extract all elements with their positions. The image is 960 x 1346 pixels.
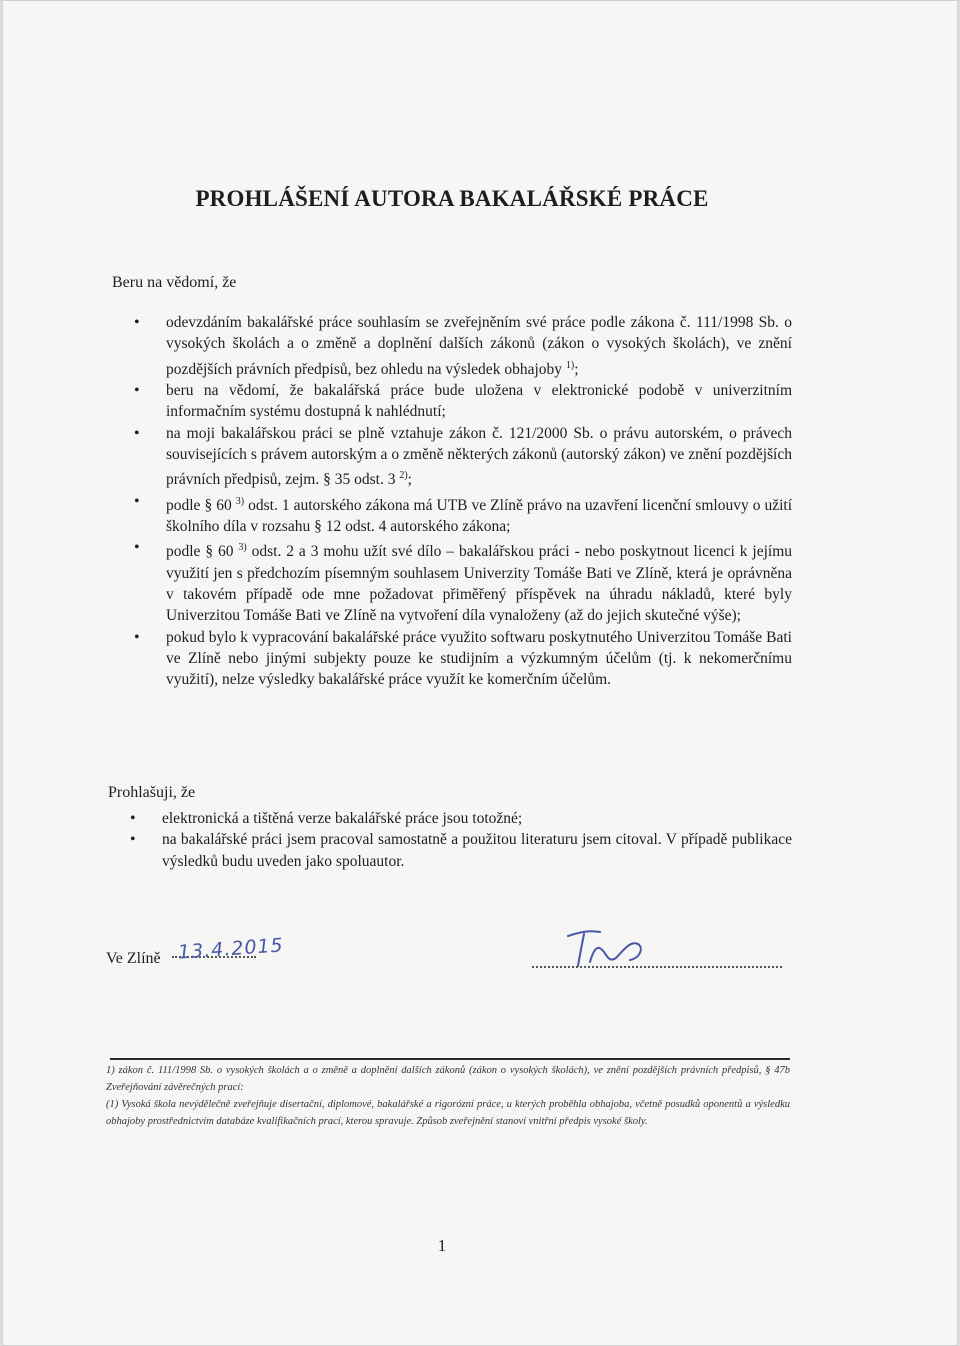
list-item: • podle § 60 $^{3)}$ odst. 2 a 3 mohu užít své dílo – bakalářskou práci - nebo poskytnout licenci k jejímu využití jen s předchozím písemným souhlasem Univerzity Tomáše Bati ve Zlíně, která je oprávněna v takovém případě ode mne požadovat přiměřený příspěvek na úhradu nákladů, které byly Univerzitou Tomáše Bati ve Zlíně na vytvoření díla vynaloženy (až do jejich skutečné výše); xyxy=(132,537,792,626)
signature-line xyxy=(532,966,782,968)
footnote-line: 1) zákon č. 111/1998 Sb. o vysokých školách a o změně a doplnění dalších zákonů (zákon o vysokých školách), ve znění pozdějších právních předpisů, § 47b Zveřejňování závěrečných prací: xyxy=(106,1065,790,1093)
list-item: • podle § 60 $^{3)}$ odst. 1 autorského zákona má UTB ve Zlíně právo na uzavření licenční smlouvy o užití školního díla v rozsahu § 12 odst. 4 autorského zákona; xyxy=(132,491,792,538)
footnote-line: (1) Vysoká škola nevýdělečně zveřejňuje disertační, diplomové, bakalářské a rigorózní práce, u kterých proběhla obhajoba, včetně posudků oponentů a výsledku obhajoby prostřednictvím databáze kvalifikačních prací, kterou spravuje. Způsob zveřejnění stanoví vnitřní předpis vysoké školy. xyxy=(106,1099,790,1127)
document-title: PROHLÁŠENÍ AUTORA BAKALÁŘSKÉ PRÁCE xyxy=(195,186,709,211)
place-label: Ve Zlíně xyxy=(106,950,161,967)
signature xyxy=(560,922,650,972)
list-item: • elektronická a tištěná verze bakalářské práce jsou totožné; xyxy=(128,808,792,829)
list-item: • pokud bylo k vypracování bakalářské práce využito softwaru poskytnutého Univerzitou Tomáše Bati ve Zlíně nebo jinými subjekty pouze ke studijním a výzkumným účelům (tj. k nekomerčnímu využití), nelze výsledky bakalářské práce využít ke komerčním účelům. xyxy=(132,627,792,691)
declaration-list xyxy=(128,808,792,872)
handwritten-date: 13.4.2015 xyxy=(177,934,285,964)
list-item: • odevzdáním bakalářské práce souhlasím se zveřejněním své práce podle zákona č. 111/1998 Sb. o vysokých školách a o změně a doplnění dalších zákonů (zákon o vysokých školách), ve znění pozdějších právních předpisů, bez ohledu na výsledek obhajoby $^{1)}$; xyxy=(132,312,792,380)
acknowledgement-list xyxy=(132,312,792,691)
page-number: 1 xyxy=(437,1236,447,1255)
list-item: • na moji bakalářskou práci se plně vztahuje zákon č. 121/2000 Sb. o právu autorském, o právech souvisejících s právem autorským a o změně některých zákonů (autorský zákon) ve znění pozdějších právních předpisů, zejm. § 35 odst. 3 $^{2)}$; xyxy=(132,423,792,491)
footnote xyxy=(106,1062,790,1130)
declaration-intro: Prohlašuji, že xyxy=(108,784,196,801)
intro-text: Beru na vědomí, že xyxy=(112,274,237,291)
list-item: • na bakalářské práci jsem pracoval samostatně a použitou literaturu jsem citoval. V případě publikace výsledků budu uveden jako spoluautor. xyxy=(128,829,792,872)
list-item: • beru na vědomí, že bakalářská práce bude uložena v elektronické podobě v univerzitním informačním systému dostupná k nahlédnutí; xyxy=(132,380,792,423)
footnote-divider xyxy=(110,1058,790,1060)
document-page xyxy=(2,0,958,1346)
